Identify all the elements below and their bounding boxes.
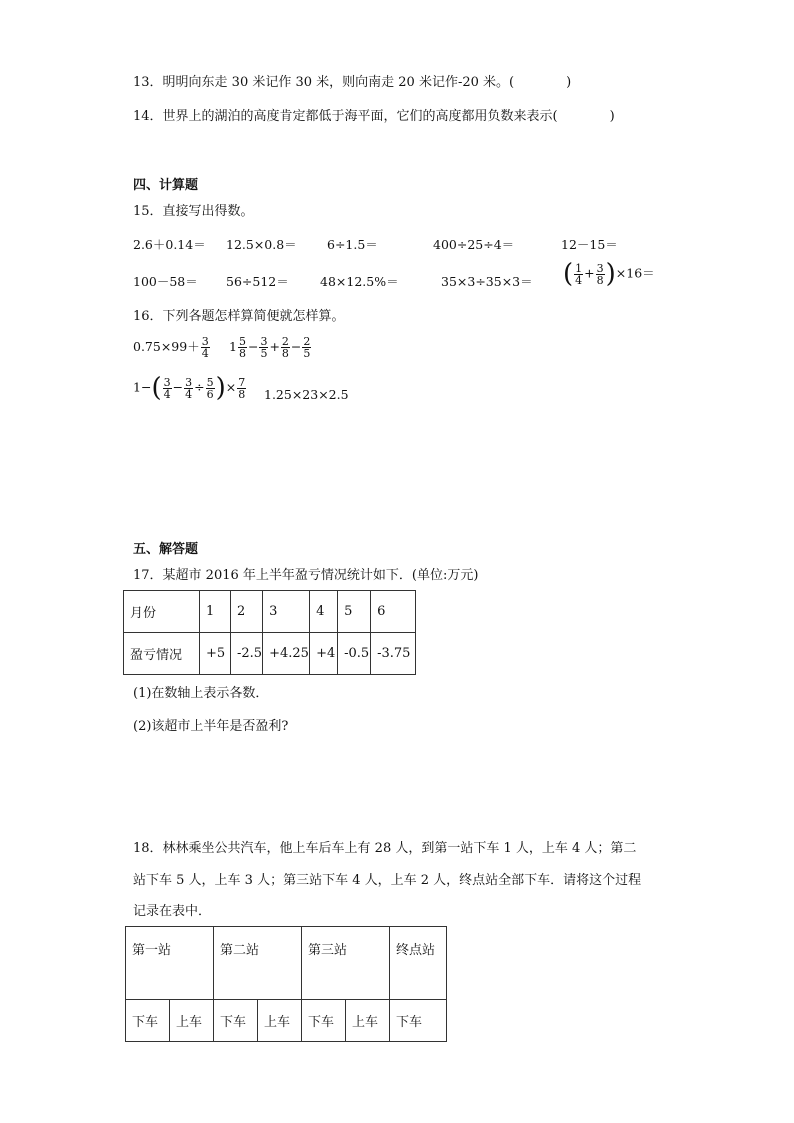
table-cell: +5 [200, 633, 231, 675]
question-17-part-1: (1)在数轴上表示各数． [133, 686, 269, 701]
calc-item: 12.5×0.8＝ [226, 237, 297, 252]
question-17: 17．某超市 2016 年上半年盈亏情况统计如下．(单位:万元) [133, 568, 479, 583]
question-15: 15．直接写出得数。 [133, 204, 254, 219]
fraction: $\frac{3}{5}$ [260, 335, 268, 360]
calc-item: 6÷1.5＝ [327, 237, 378, 252]
table-cell: 6 [371, 591, 416, 633]
table-cell: 盈亏情况 [124, 633, 200, 675]
calc-item: 100－58＝ [133, 274, 198, 289]
fraction: $\frac{3}{4}$ [163, 375, 171, 401]
simplify-expression-3: 1−( $\frac{3}{4}$ − $\frac{3}{4}$ ÷ $\frac{5}{6}$ )× $\frac{7}{8}$ [133, 373, 246, 403]
table-row [124, 633, 416, 675]
calc-item: 400÷25÷4＝ [433, 237, 515, 252]
simplify-expression-2: 1 $\frac{5}{8}$ − $\frac{3}{5}$ + $\frac{2}{8}$ − $\frac{2}{5}$ [229, 335, 311, 360]
table-cell: 3 [263, 591, 310, 633]
table-cell: 下车 [390, 1000, 447, 1042]
simplify-expression-1: 0.75×99＋ $\frac{3}{4}$ [133, 335, 209, 360]
calc-item: 2.6＋0.14＝ [133, 237, 206, 252]
table-cell: 第三站 [302, 927, 390, 1000]
table-cell: 4 [310, 591, 338, 633]
table-row [126, 1000, 447, 1042]
simplify-expression-4: 1.25×23×2.5 [264, 387, 349, 402]
table-cell: 下车 [302, 1000, 346, 1042]
question-18-line-2: 站下车 5 人，上车 3 人；第三站下车 4 人，上车 2 人，终点站全部下车．请将这个过程 [133, 873, 642, 888]
fraction: $\frac{2}{5}$ [303, 335, 311, 360]
question-17-part-2: (2)该超市上半年是否盈利? [133, 719, 289, 734]
table-cell: 2 [231, 591, 263, 633]
section-heading-calculation: 四、计算题 [133, 178, 199, 193]
section-heading-word-problems: 五、解答题 [133, 542, 199, 557]
profit-loss-table [123, 590, 416, 675]
question-18-line-1: 18．林林乘坐公共汽车，他上车后车上有 28 人，到第一站下车 1 人，上车 4 人；第二 [133, 841, 637, 856]
fraction: $\frac{1}{4}$ [575, 261, 583, 287]
table-cell: +4.25 [263, 633, 310, 675]
table-cell: 上车 [170, 1000, 214, 1042]
calc-item-fraction-expression: ( $\frac{1}{4}$ + $\frac{3}{8}$ )×16＝ [563, 259, 655, 289]
fraction: $\frac{2}{8}$ [281, 335, 289, 360]
table-cell: 月份 [124, 591, 200, 633]
table-cell: 上车 [346, 1000, 390, 1042]
table-row [126, 927, 447, 1000]
table-cell: 第二站 [214, 927, 302, 1000]
fraction: $\frac{5}{8}$ [238, 335, 246, 360]
calc-item: 48×12.5%＝ [320, 274, 399, 289]
calc-item: 56÷512＝ [226, 274, 289, 289]
fraction: $\frac{3}{4}$ [185, 375, 193, 401]
table-cell: 5 [338, 591, 371, 633]
table-cell: 1 [200, 591, 231, 633]
table-cell: -0.5 [338, 633, 371, 675]
question-18-line-3: 记录在表中． [133, 904, 212, 919]
table-cell: 下车 [126, 1000, 170, 1042]
fraction: $\frac{3}{4}$ [201, 335, 209, 360]
question-16: 16．下列各题怎样算简便就怎样算。 [133, 309, 345, 324]
table-cell: +4 [310, 633, 338, 675]
bus-stations-table [125, 926, 447, 1042]
table-cell: 终点站 [390, 927, 447, 1000]
table-cell: 上车 [258, 1000, 302, 1042]
table-cell: 下车 [214, 1000, 258, 1042]
fraction: $\frac{5}{6}$ [206, 375, 214, 401]
calc-item: 12－15＝ [561, 237, 618, 252]
question-13: 13．明明向东走 30 米记作 30 米，则向南走 20 米记作-20 米。( ) [133, 75, 572, 90]
question-14: 14．世界上的湖泊的高度肯定都低于海平面，它们的高度都用负数来表示( ) [133, 109, 615, 124]
fraction: $\frac{3}{8}$ [596, 261, 604, 287]
table-cell: -3.75 [371, 633, 416, 675]
table-row [124, 591, 416, 633]
fraction: $\frac{7}{8}$ [238, 375, 246, 401]
table-cell: -2.5 [231, 633, 263, 675]
calc-item: 35×3÷35×3＝ [441, 274, 533, 289]
table-cell: 第一站 [126, 927, 214, 1000]
